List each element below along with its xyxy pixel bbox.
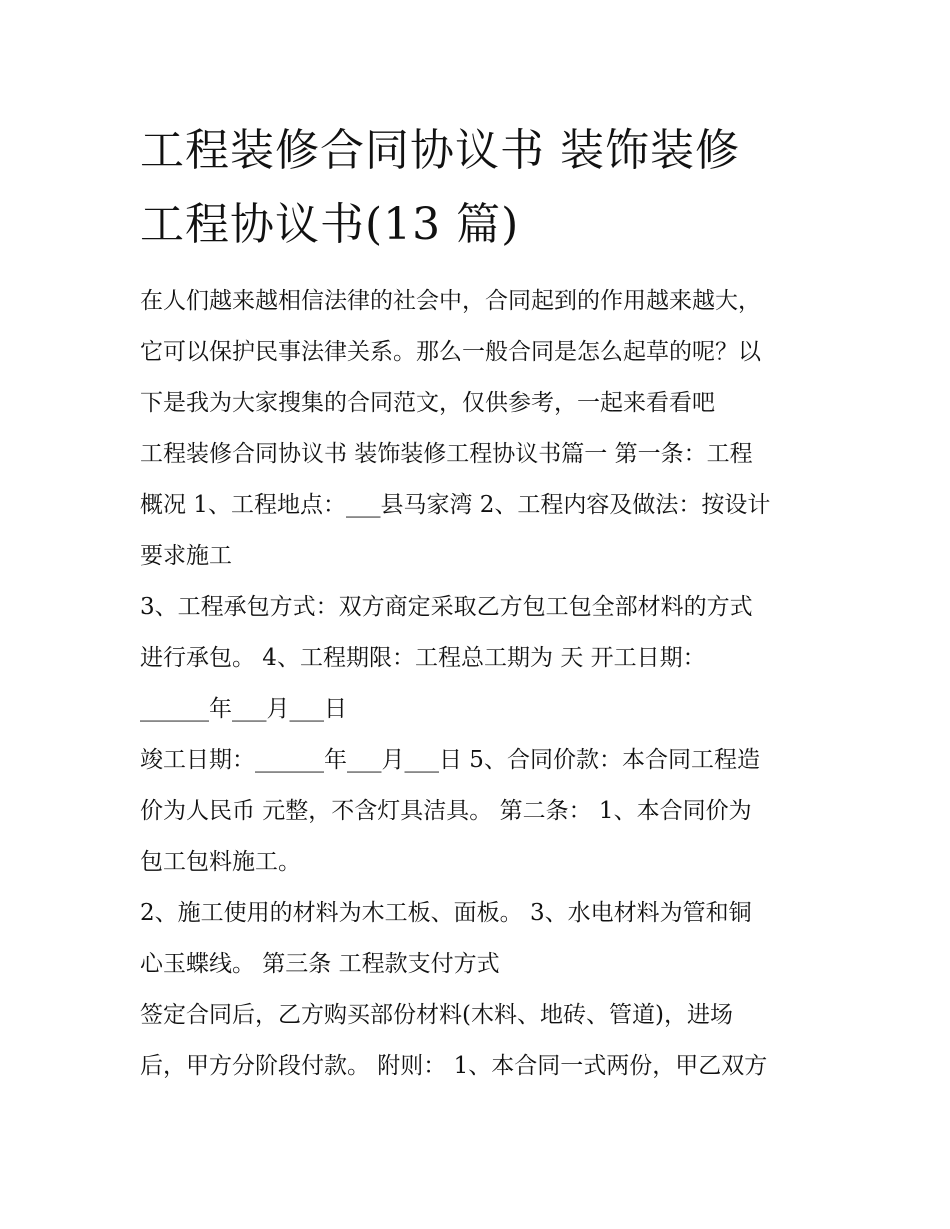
body-line: 进行承包。 4、工程期限：工程总工期为 天 开工日期： — [140, 645, 706, 671]
body-line: 心玉蝶线。 第三条 工程款支付方式 — [140, 951, 500, 977]
title-line-2: 工程协议书(13 篇) — [140, 199, 520, 250]
body-line: 签定合同后，乙方购买部份材料(木料、地砖、管道)，进场 — [140, 1002, 733, 1028]
body-line: 竣工日期：______年___月___日 5、合同价款：本合同工程造 — [140, 747, 760, 773]
body-line: 后，甲方分阶段付款。 附则： 1、本合同一式两份，甲乙双方 — [140, 1053, 768, 1079]
document-body — [140, 276, 820, 1092]
body-line: 3、工程承包方式：双方商定采取乙方包工包全部材料的方式 — [140, 594, 753, 620]
body-line: 价为人民币 元整，不含灯具洁具。 第二条： 1、本合同价为 — [140, 798, 752, 824]
body-line: 下是我为大家搜集的合同范文，仅供参考，一起来看看吧 — [140, 390, 715, 416]
body-line: ______年___月___日 — [140, 696, 347, 722]
body-line: 它可以保护民事法律关系。那么一般合同是怎么起草的呢？以 — [140, 339, 761, 365]
body-line: 工程装修合同协议书 装饰装修工程协议书篇一 第一条：工程 — [140, 441, 753, 467]
body-line: 在人们越来越相信法律的社会中，合同起到的作用越来越大， — [140, 288, 761, 314]
body-line: 2、施工使用的材料为木工板、面板。 3、水电材料为管和铜 — [140, 900, 752, 926]
document-title — [140, 114, 820, 262]
body-line: 包工包料施工。 — [140, 849, 301, 875]
title-line-1: 工程装修合同协议书 装饰装修 — [140, 125, 740, 176]
body-line: 概况 1、工程地点：___县马家湾 2、工程内容及做法：按设计 — [140, 492, 771, 518]
body-line: 要求施工 — [140, 543, 232, 569]
